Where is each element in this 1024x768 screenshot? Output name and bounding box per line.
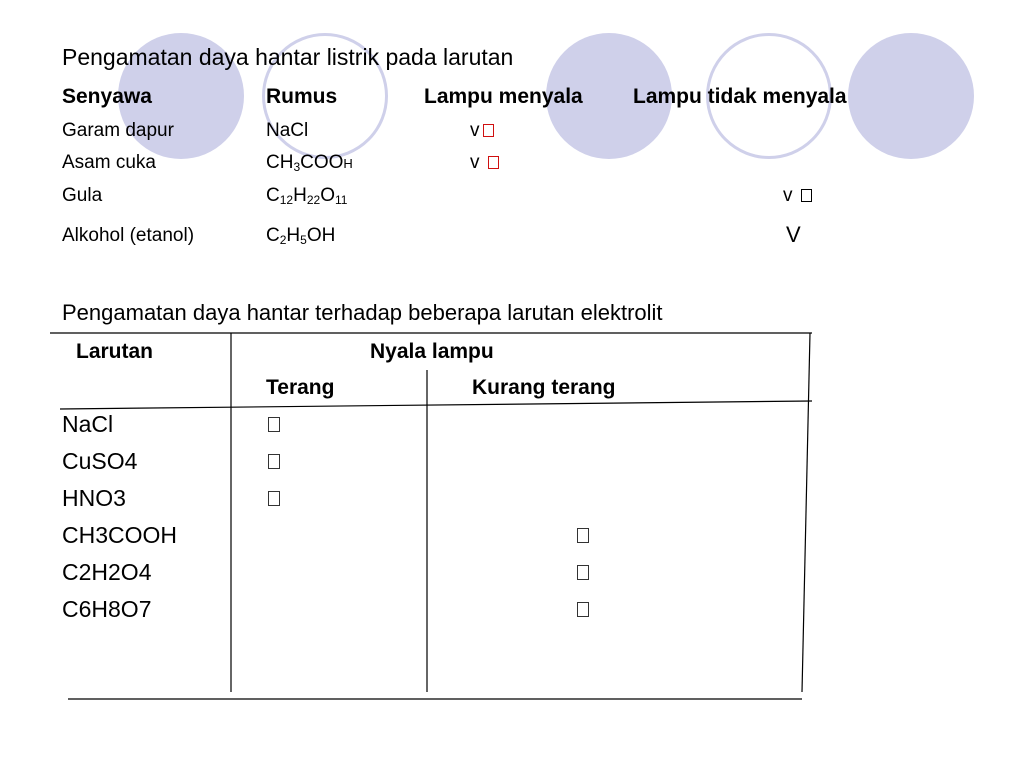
check-mark: v bbox=[470, 152, 480, 173]
header-terang: Terang bbox=[266, 376, 335, 399]
tidak-menyala-mark: V bbox=[786, 222, 801, 247]
col-header-lampu-tidak-menyala: Lampu tidak menyala bbox=[633, 85, 847, 108]
compound-formula: NaCl bbox=[266, 120, 309, 141]
formula-subscript: 12 bbox=[279, 193, 294, 207]
terang-box-icon bbox=[268, 454, 280, 473]
formula-part: CH bbox=[266, 152, 294, 173]
table-col-line-3 bbox=[802, 333, 810, 692]
formula-part: COO bbox=[300, 152, 344, 173]
table-header-line bbox=[60, 401, 812, 409]
formula-subscript: 5 bbox=[300, 233, 307, 247]
col-header-lampu-menyala: Lampu menyala bbox=[424, 85, 583, 108]
solution-name: C6H8O7 bbox=[62, 596, 152, 622]
formula-subscript: 2 bbox=[279, 233, 287, 247]
section2-title: Pengamatan daya hantar terhadap beberapa larutan elektrolit bbox=[62, 300, 663, 325]
compound-name: Alkohol (etanol) bbox=[62, 225, 195, 246]
col-header-rumus: Rumus bbox=[266, 85, 338, 108]
kurang-terang-box-icon bbox=[577, 565, 589, 584]
check-mark: v bbox=[783, 185, 793, 206]
solution-name: HNO3 bbox=[62, 485, 126, 511]
formula-subscript: 3 bbox=[293, 160, 301, 174]
col-header-senyawa: Senyawa bbox=[62, 85, 152, 108]
compound-name: Asam cuka bbox=[62, 152, 156, 173]
solution-name: CuSO4 bbox=[62, 448, 138, 474]
kurang-terang-box-icon bbox=[577, 602, 589, 621]
terang-box-icon bbox=[268, 417, 280, 436]
formula-part: O bbox=[320, 185, 335, 206]
check-mark: v bbox=[470, 120, 480, 141]
formula-part: H bbox=[343, 156, 353, 171]
terang-box-icon bbox=[268, 491, 280, 510]
header-larutan: Larutan bbox=[76, 340, 154, 363]
solution-name: CH3COOH bbox=[62, 522, 178, 548]
header-nyala-lampu: Nyala lampu bbox=[370, 340, 494, 363]
header-kurang-terang: Kurang terang bbox=[472, 376, 616, 399]
formula-part: H bbox=[293, 185, 307, 206]
formula-part: C bbox=[266, 225, 280, 246]
formula-part: OH bbox=[306, 225, 336, 246]
section1-title: Pengamatan daya hantar listrik pada larutan bbox=[62, 44, 514, 70]
formula-part: H bbox=[286, 225, 301, 246]
formula-subscript: 11 bbox=[334, 193, 348, 207]
solution-name: NaCl bbox=[62, 411, 114, 437]
solution-name: C2H2O4 bbox=[62, 559, 152, 585]
formula-subscript: 22 bbox=[306, 193, 321, 207]
kurang-terang-box-icon bbox=[577, 528, 589, 547]
compound-name: Gula bbox=[62, 185, 103, 206]
compound-name: Garam dapur bbox=[62, 120, 174, 141]
formula-part: C bbox=[266, 185, 280, 206]
